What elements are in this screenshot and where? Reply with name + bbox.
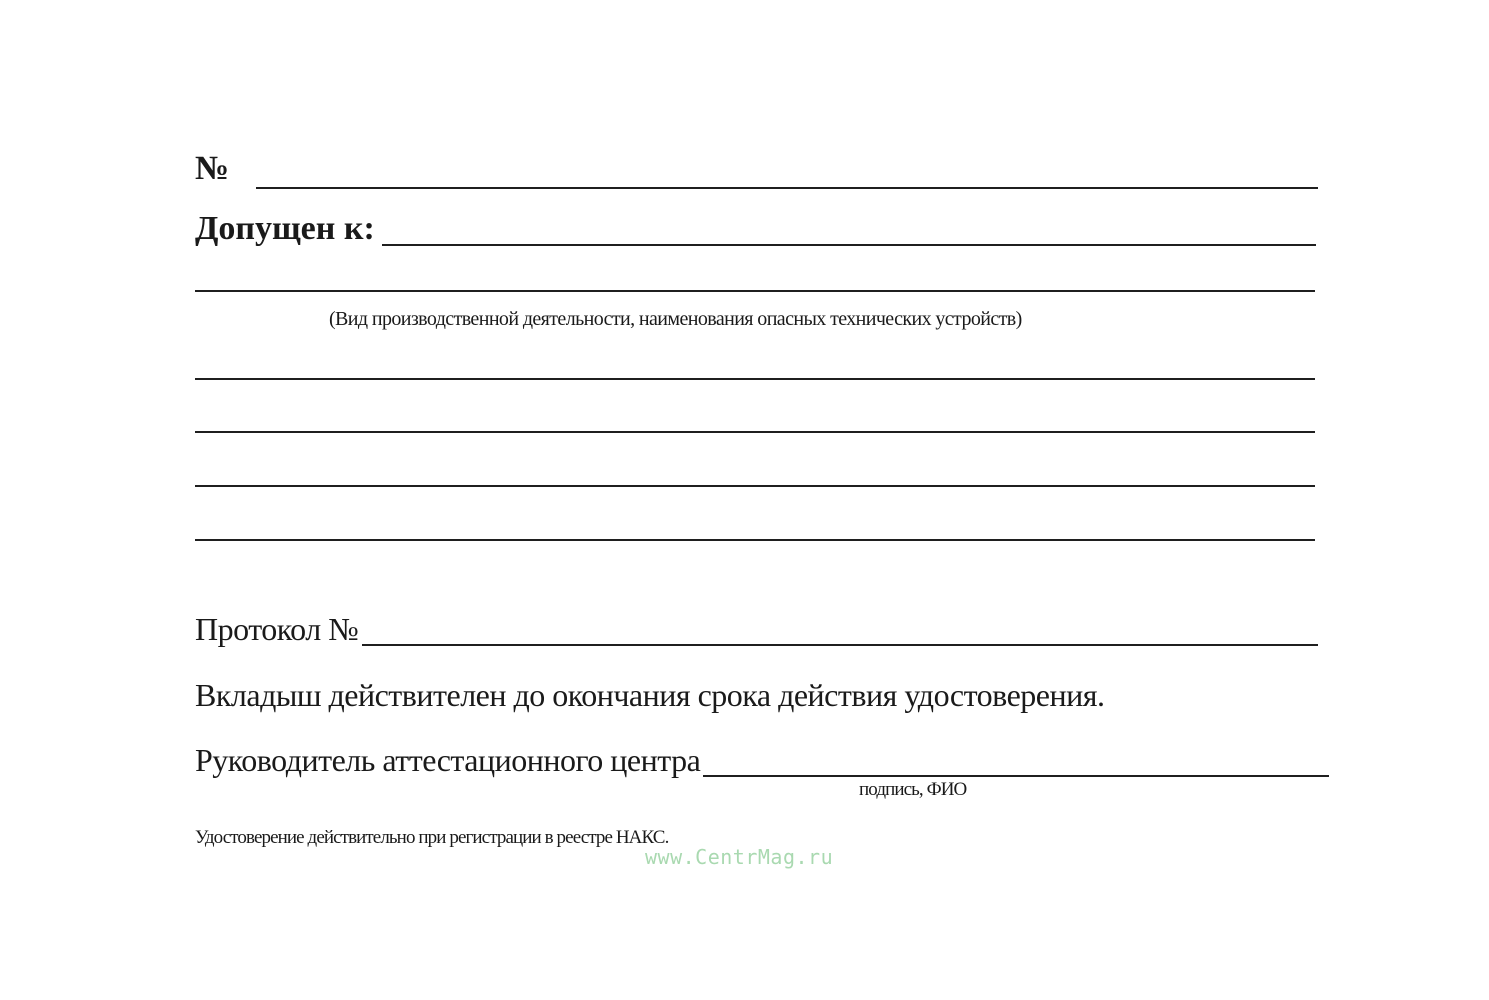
blank-line-4 bbox=[195, 539, 1315, 541]
registry-note: Удостоверение действительно при регистрации в реестре НАКС. bbox=[195, 827, 669, 848]
blank-line-3 bbox=[195, 485, 1315, 487]
blank-line-1 bbox=[195, 378, 1315, 380]
blank-line-2 bbox=[195, 431, 1315, 433]
number-label: № bbox=[195, 150, 230, 187]
protocol-label: Протокол № bbox=[195, 611, 359, 647]
admitted-label: Допущен к: bbox=[195, 210, 375, 247]
validity-text: Вкладыш действителен до окончания срока действия удостоверения. bbox=[195, 677, 1105, 713]
number-line bbox=[256, 187, 1318, 189]
head-label: Руководитель аттестационного центра bbox=[195, 742, 701, 778]
signature-line bbox=[703, 775, 1329, 777]
signature-caption: подпись, ФИО bbox=[859, 779, 967, 800]
admitted-line bbox=[382, 244, 1316, 246]
watermark-text: www.CentrMag.ru bbox=[645, 845, 834, 869]
protocol-line bbox=[362, 644, 1318, 646]
activity-line bbox=[195, 290, 1315, 292]
activity-caption: (Вид производственной деятельности, наименования опасных технических устройств) bbox=[329, 308, 1022, 330]
